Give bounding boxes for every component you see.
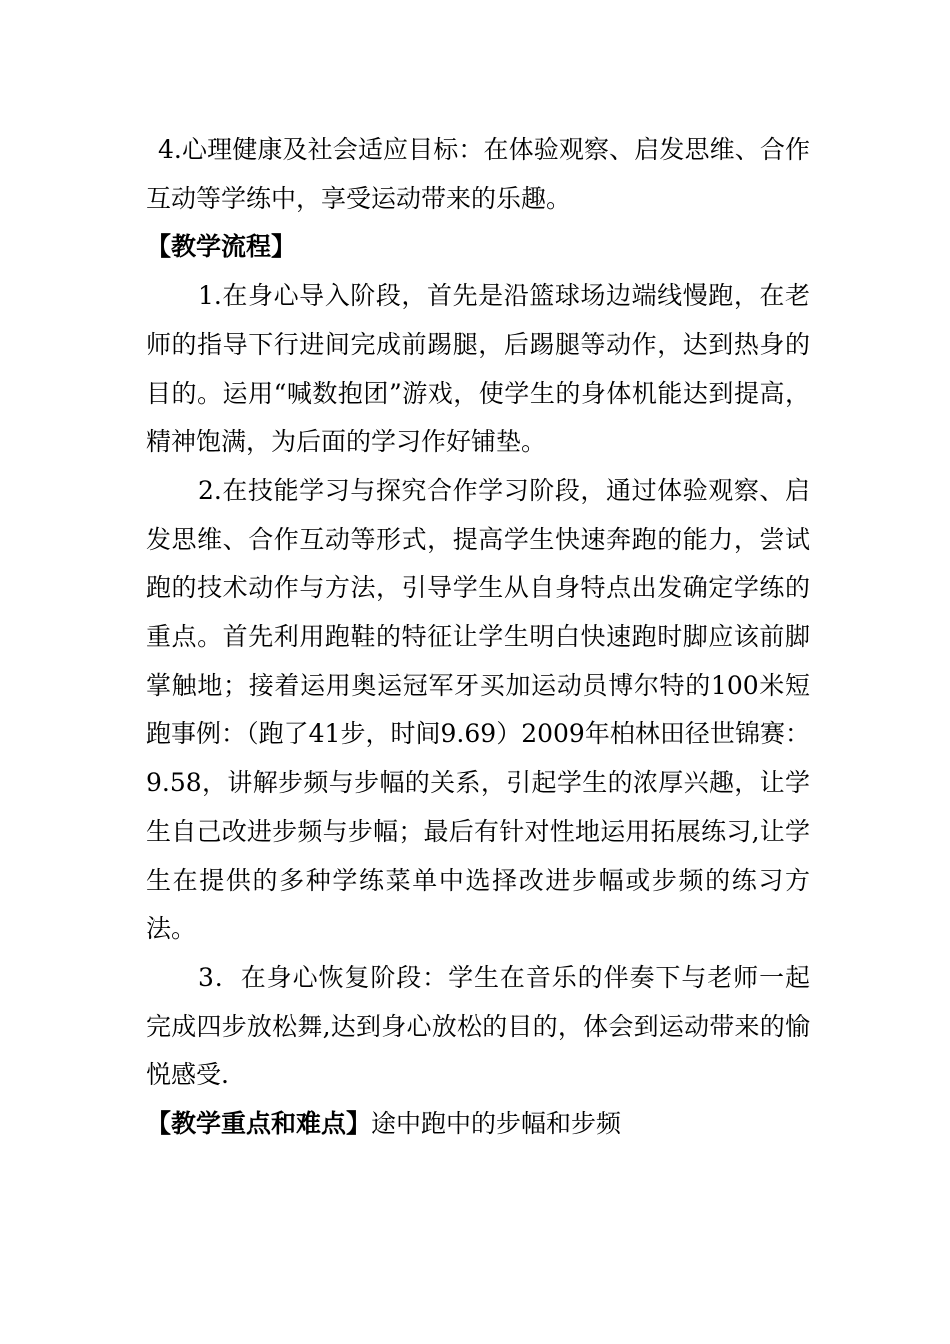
paragraph-step-1: 1.在身心导入阶段，首先是沿篮球场边端线慢跑，在老师的指导下行进间完成前踢腿，后踢腿等动作，达到热身的目的。运用“喊数抱团”游戏，使学生的身体机能达到提高，精神饱满，为后面的学习作好铺垫。 <box>146 281 810 457</box>
heading-teaching-process: 【教学流程】 <box>146 232 297 262</box>
key-points-line <box>146 1100 810 1149</box>
key-points-text: 途中跑中的步幅和步频 <box>371 1109 622 1139</box>
document-body <box>146 126 810 1149</box>
paragraph-step-3: 3．在身心恢复阶段：学生在音乐的伴奏下与老师一起完成四步放松舞,达到身心放松的目的，体会到运动带来的愉悦感受. <box>146 962 810 1090</box>
paragraph-step-2: 2.在技能学习与探究合作学习阶段，通过体验观察、启发思维、合作互动等形式，提高学生快速奔跑的能力，尝试跑的技术动作与方法，引导学生从自身特点出发确定学练的重点。首先利用跑鞋的特征让学生明白快速跑时脚应该前脚掌触地；接着运用奥运冠军牙买加运动员博尔特的100米短跑事例：（跑了41步，时间9.69）2009年柏林田径世锦赛：9.58，讲解步频与步幅的关系，引起学生的浓厚兴趣，让学生自己改进步频与步幅；最后有针对性地运用拓展练习,让学生在提供的多种学练菜单中选择改进步幅或步频的练习方法。 <box>146 475 810 944</box>
heading-key-points: 【教学重点和难点】 <box>146 1109 372 1139</box>
paragraph-goal-4: 4.心理健康及社会适应目标：在体验观察、启发思维、合作互动等学练中，享受运动带来的乐趣。 <box>146 135 810 213</box>
